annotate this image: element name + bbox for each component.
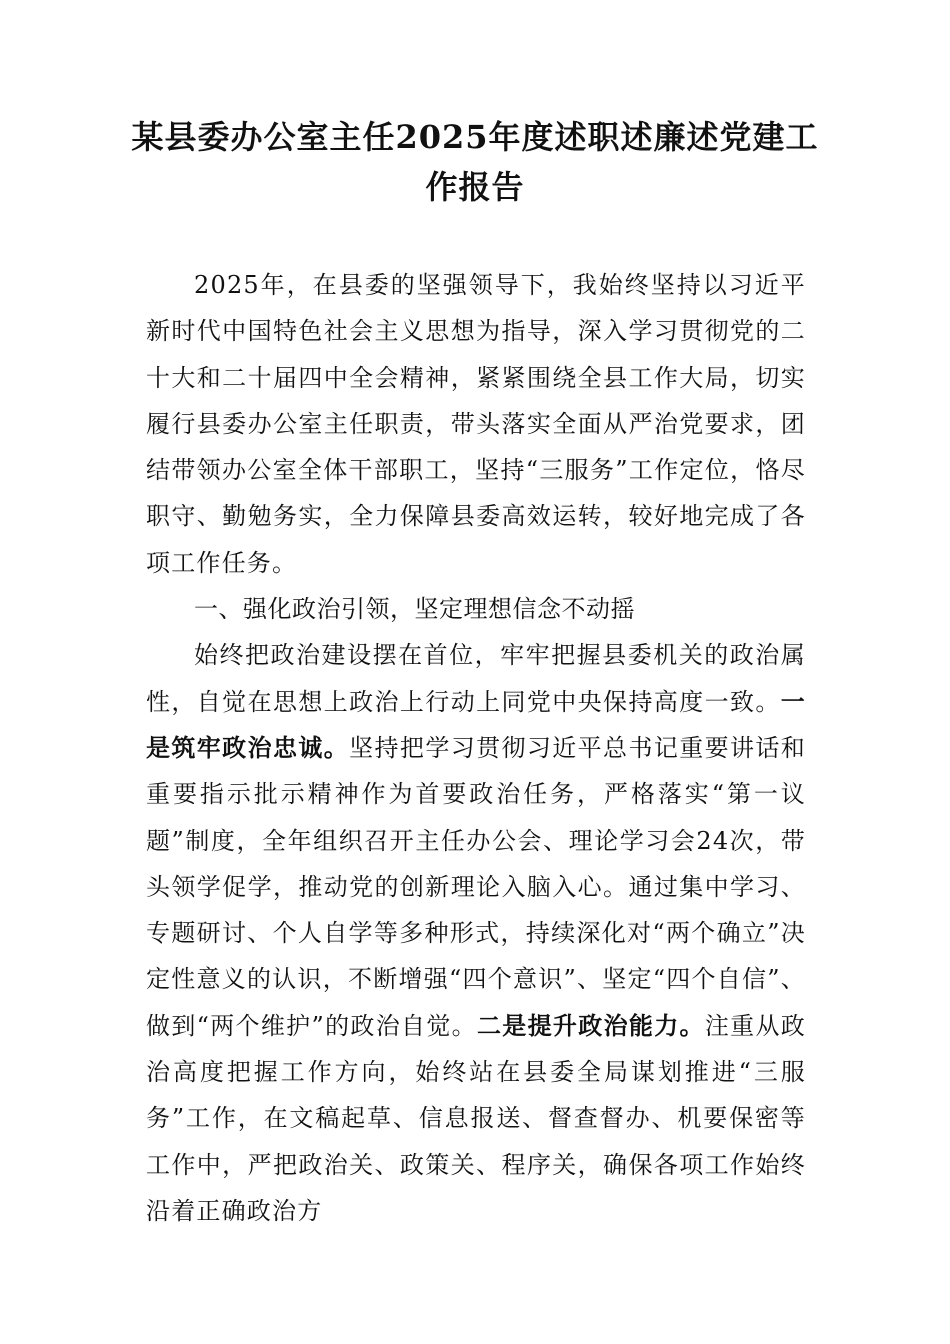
point-1-text: 坚持把学习贯彻习近平总书记重要讲话和重要指示批示精神作为首要政治任务，严格落实“第一议题”制度，全年组织召开主任办公会、理论学习会24次，带头领学促学，推动党的创新理论入脑入心。通过集中学习、专题研讨、个人自学等多种形式，持续深化对“两个确立”决定性意义的认识，不断增强“四个意识”、坚定“四个自信”、做到“两个维护”的政治自觉。 xyxy=(146,733,806,1040)
point-2-lead: 二是提升政治能力。 xyxy=(476,1011,705,1040)
intro-paragraph: 2025年，在县委的坚强领导下，我始终坚持以习近平新时代中国特色社会主义思想为指导，深入学习贯彻党的二十大和二十届四中全会精神，紧紧围绕全县工作大局，切实履行县委办公室主任职责，带头落实全面从严治党要求，团结带领办公室全体干部职工，坚持“三服务”工作定位，恪尽职守、勤勉务实，全力保障县委高效运转，较好地完成了各项工作任务。 xyxy=(146,271,806,577)
point-2-text: 注重从政治高度把握工作方向，始终站在县委全局谋划推进“三服务”工作，在文稿起草、信息报送、督查督办、机要保密等工作中，严把政治关、政策关、程序关，确保各项工作始终沿着正确政治方 xyxy=(146,1011,806,1225)
section-opening-text: 始终把政治建设摆在首位，牢牢把握县委机关的政治属性，自觉在思想上政治上行动上同党中央保持高度一致。 xyxy=(146,641,806,716)
document-title: 某县委办公室主任2025年度述职述廉述党建工作报告 xyxy=(131,118,819,206)
section-heading: 一、强化政治引领，坚定理想信念不动摇 xyxy=(194,595,635,624)
point-1-lead: 一是筑牢政治忠诚。 xyxy=(146,687,806,762)
document-body xyxy=(146,262,806,1234)
section-paragraph xyxy=(146,632,806,1234)
